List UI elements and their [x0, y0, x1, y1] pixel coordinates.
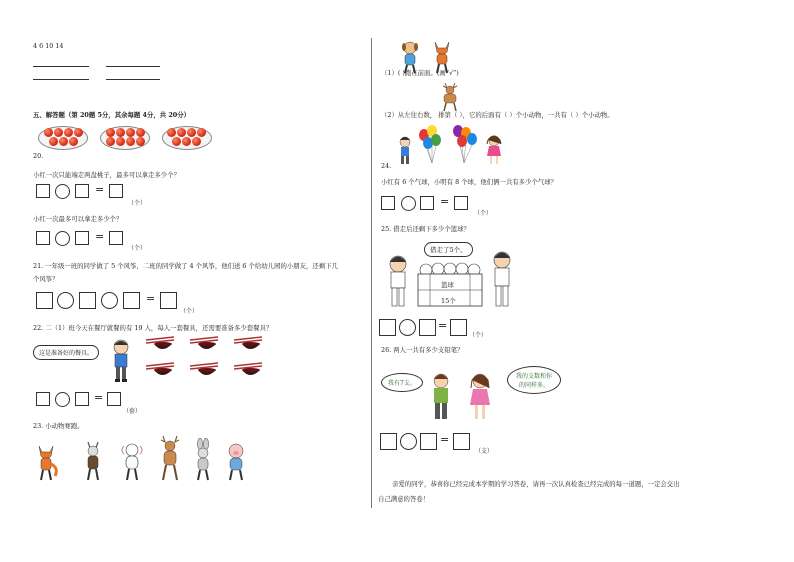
bowl-chopsticks-icon	[234, 362, 264, 380]
q21-text-line2: 个风筝？	[33, 275, 59, 283]
girl-figure	[485, 134, 503, 166]
sheep-icon	[118, 440, 146, 482]
closing-line-1: 亲爱的同学，恭喜你已经完成本学期的学习答卷，请再一次认真检查已经完成的每一道题，一定会交出	[392, 480, 680, 488]
answer-box[interactable]	[75, 231, 89, 245]
bowl-chopsticks-icon	[146, 336, 176, 354]
result-box[interactable]	[109, 231, 123, 245]
q25-text: 25. 借走后还剩下多少个篮球？	[381, 225, 470, 233]
bowl-chopsticks-icon	[234, 336, 264, 354]
operator-circle[interactable]	[400, 433, 417, 450]
answer-box[interactable]	[420, 196, 434, 210]
operator-circle[interactable]	[399, 319, 416, 336]
operator-circle[interactable]	[55, 184, 70, 199]
girl-figure	[467, 372, 493, 422]
answer-line-1[interactable]	[33, 66, 89, 67]
answer-line-3[interactable]	[33, 79, 89, 80]
q22-speech-bubble: 这是准备好的餐具。	[33, 345, 99, 360]
operator-circle[interactable]	[57, 292, 74, 309]
q23-text: 23. 小动物赛跑。	[33, 422, 84, 430]
answer-line-2[interactable]	[106, 66, 160, 67]
q24-text: 小红有 6 个气球，小明有 8 个球，他们俩一共有多少个气球？	[381, 178, 558, 186]
q20-number: 20.	[33, 152, 44, 160]
bowl-chopsticks-icon	[190, 362, 220, 380]
column-divider	[371, 38, 372, 508]
peach	[126, 128, 135, 137]
peach	[177, 128, 186, 137]
answer-box[interactable]	[419, 319, 436, 336]
unit-label: （个）	[474, 210, 493, 217]
answer-box[interactable]	[36, 184, 50, 198]
boy-figure	[110, 339, 132, 383]
bowl-chopsticks-icon	[146, 362, 176, 380]
operator-circle[interactable]	[55, 392, 70, 407]
unit-label: （个）	[180, 308, 199, 315]
q25-speech-bubble: 借走了5个。	[424, 242, 473, 257]
goat-icon	[80, 440, 106, 482]
unit-label: （个）	[469, 332, 488, 339]
unit-label: （个）	[128, 245, 147, 252]
equals-sign: =	[440, 195, 450, 208]
result-box[interactable]	[453, 433, 470, 450]
answer-box[interactable]	[380, 433, 397, 450]
top-number-sequence: 4 6 10 14	[33, 42, 64, 50]
answer-box[interactable]	[36, 231, 50, 245]
q20-line2: 小红一次最多可以拿走多少个？	[33, 215, 123, 223]
operator-circle[interactable]	[401, 196, 416, 211]
q26-speech-bubble-right: 我的支数和你的同样多。	[507, 366, 561, 394]
peach	[106, 137, 115, 146]
peach	[74, 128, 83, 137]
equals-sign: =	[94, 391, 104, 404]
result-box[interactable]	[109, 184, 123, 198]
boy-figure	[383, 254, 413, 310]
equals-sign: =	[146, 292, 156, 305]
equals-sign: =	[95, 183, 105, 196]
equals-sign: =	[438, 319, 448, 332]
q20-line1: 小红一次只能端走两盘桃子，最多可以拿走多少个？	[33, 171, 180, 179]
operator-circle[interactable]	[55, 231, 70, 246]
equals-sign: =	[440, 433, 450, 446]
closing-line-2: 自己满意的答卷！	[378, 495, 430, 503]
answer-box[interactable]	[36, 292, 53, 309]
q23-part1: （1）( )跑在前面。(画“√”)	[381, 69, 459, 77]
section5-title: 五、解答题（第 20题 5分，其余每题 4分，共 20分）	[33, 111, 191, 119]
answer-box[interactable]	[381, 196, 395, 210]
boy-figure	[397, 136, 413, 166]
unit-label: （支）	[475, 448, 494, 455]
q23-part2: （2）从左往右数， 排第（ ），它的后面有（ ）个小动物，一共有（ ）个小动物。	[381, 111, 614, 119]
rabbit-icon	[190, 438, 216, 482]
q26-text: 26. 两人一共有多少支铅笔？	[381, 346, 464, 354]
answer-box[interactable]	[123, 292, 140, 309]
unit-label: （套）	[123, 408, 142, 415]
crate-count: 15个	[441, 297, 456, 305]
peach	[106, 128, 115, 137]
deer-icon	[437, 82, 463, 112]
peach	[54, 128, 63, 137]
result-box[interactable]	[160, 292, 177, 309]
peach	[172, 137, 181, 146]
peach	[116, 128, 125, 137]
unit-label: （个）	[128, 200, 147, 207]
boy-figure	[487, 250, 517, 310]
crate-label: 篮球	[441, 281, 454, 289]
deer-icon	[155, 434, 185, 482]
peach	[69, 137, 78, 146]
peach	[116, 137, 125, 146]
answer-box[interactable]	[420, 433, 437, 450]
peach	[59, 137, 68, 146]
result-box[interactable]	[107, 392, 121, 406]
fox-icon	[33, 442, 59, 482]
q24-number: 24.	[381, 162, 392, 170]
answer-box[interactable]	[79, 292, 96, 309]
peach	[64, 128, 73, 137]
peach	[192, 137, 201, 146]
peach	[44, 128, 53, 137]
answer-box[interactable]	[75, 392, 89, 406]
answer-box[interactable]	[36, 392, 50, 406]
peach	[49, 137, 58, 146]
pig-icon	[221, 440, 251, 482]
peach	[136, 137, 145, 146]
answer-box[interactable]	[379, 319, 396, 336]
bowl-chopsticks-icon	[190, 336, 220, 354]
peach	[126, 137, 135, 146]
peach	[187, 128, 196, 137]
peach	[167, 128, 176, 137]
result-box[interactable]	[454, 196, 468, 210]
answer-box[interactable]	[75, 184, 89, 198]
answer-line-4[interactable]	[106, 79, 160, 80]
equals-sign: =	[95, 230, 105, 243]
balloons-icon	[416, 123, 480, 165]
operator-circle[interactable]	[101, 292, 118, 309]
q26-speech-bubble-left: 我有7支。	[381, 373, 423, 392]
boy-figure	[428, 372, 454, 422]
peach	[136, 128, 145, 137]
q21-text-line1: 21. 一年级一班的同学做了 5 个风筝，二班的同学做了 4 个风筝，他们送 6 个给幼儿园的小朋友，还剩下几	[33, 262, 338, 270]
peach	[197, 128, 206, 137]
result-box[interactable]	[450, 319, 467, 336]
q22-text: 22. 二（1）班今天在餐厅就餐的有 19 人，每人一套餐具，还需要准备多少套餐具？	[33, 324, 273, 332]
peach	[182, 137, 191, 146]
